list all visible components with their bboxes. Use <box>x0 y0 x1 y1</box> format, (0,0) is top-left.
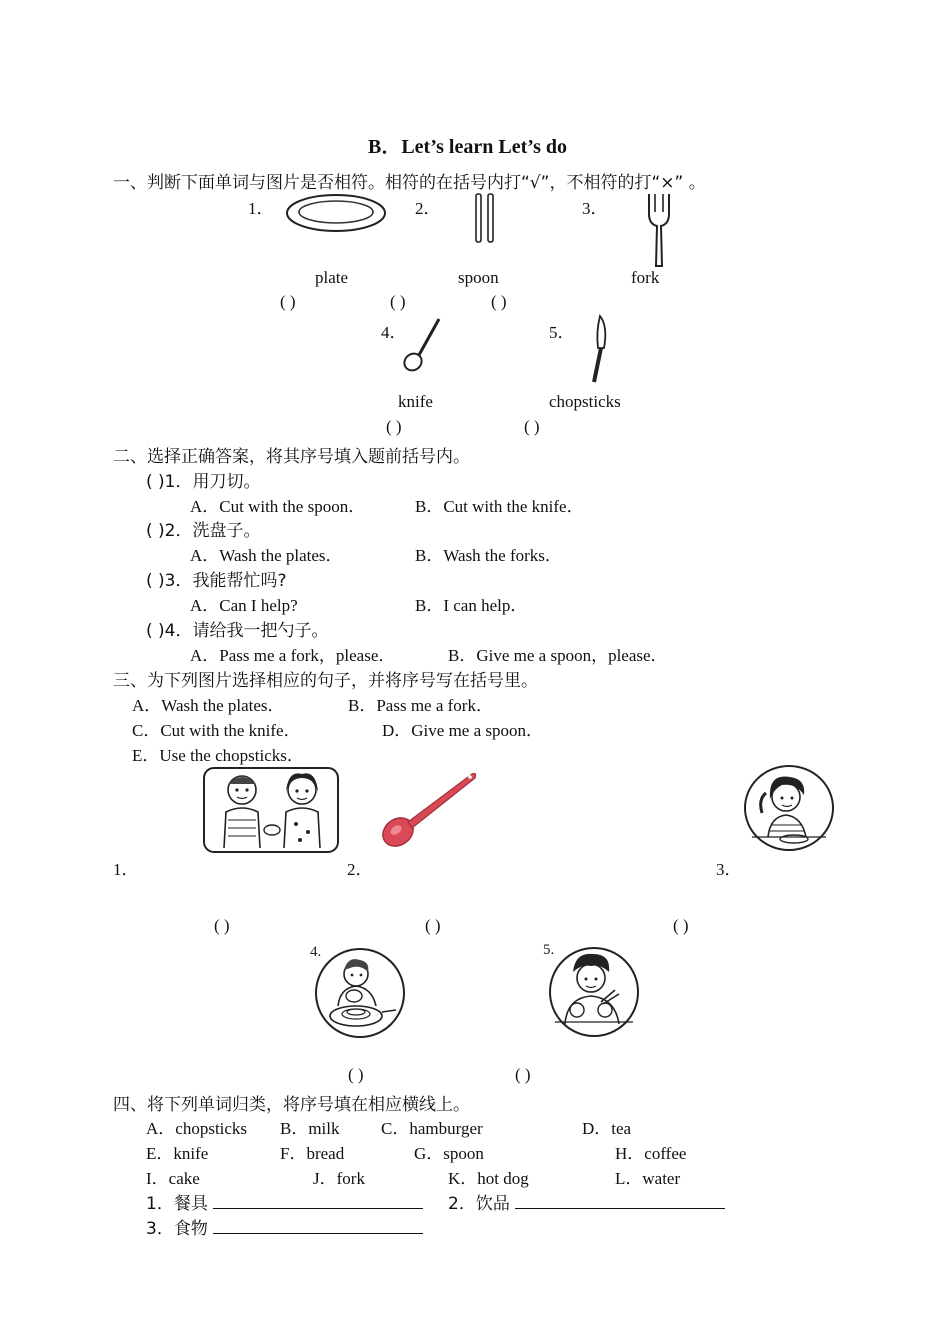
drinks-answer-line[interactable] <box>515 1193 725 1209</box>
tableware-answer-line[interactable] <box>213 1193 423 1209</box>
s3-option-e: E．Use the chopsticks． <box>132 746 304 765</box>
pic5-label: 5. <box>543 942 555 958</box>
q4-option-b: B．Give me a spoon，please． <box>448 646 668 665</box>
word-c: C．hamburger <box>381 1119 483 1138</box>
word-i: I．cake <box>146 1169 200 1188</box>
word-d: D．tea <box>582 1119 632 1138</box>
pic3-paren[interactable]: ( ) <box>673 916 689 935</box>
item4-number: 4． <box>381 323 407 342</box>
q1-option-a: A．Cut with the spoon． <box>190 497 366 516</box>
item5-number: 5． <box>549 323 575 342</box>
word-h: H．coffee <box>615 1144 687 1163</box>
item5-word: chopsticks <box>549 392 621 411</box>
item1-word: plate <box>315 268 349 287</box>
item1-paren[interactable]: ( ) <box>280 292 296 311</box>
q1-text[interactable]: ( )1．用刀切。 <box>146 472 261 492</box>
category-tableware <box>146 1189 423 1214</box>
knife-icon <box>584 314 614 384</box>
section4-heading: 四、将下列单词归类，将序号填在相应横线上。 <box>113 1095 470 1115</box>
food-answer-line[interactable] <box>213 1218 423 1234</box>
q3-option-b: B．I can help． <box>415 596 528 615</box>
word-g: G．spoon <box>414 1144 484 1163</box>
q3-option-a: A．Can I help? <box>190 596 298 615</box>
item2-number: 2． <box>415 199 441 218</box>
word-e: E．knife <box>146 1144 209 1163</box>
item4-word: knife <box>398 392 433 411</box>
section3-heading: 三、为下列图片选择相应的句子，并将序号写在括号里。 <box>113 671 538 691</box>
girl-eating-icon <box>742 763 836 853</box>
q2-option-a: A．Wash the plates． <box>190 546 343 565</box>
item3-number: 3． <box>582 199 608 218</box>
pic4-label: 4. <box>310 944 322 960</box>
category-food-label: 3．食物 <box>146 1219 208 1239</box>
pic1-number: 1． <box>113 860 139 879</box>
q3-text[interactable]: ( )3．我能帮忙吗? <box>146 571 287 591</box>
fork-icon <box>644 192 674 270</box>
category-drinks-label: 2．饮品 <box>448 1194 510 1214</box>
pic5-paren[interactable]: ( ) <box>515 1065 531 1084</box>
q2-text[interactable]: ( )2．洗盘子。 <box>146 521 261 541</box>
page-title: B．Let’s learn Let’s do <box>368 136 568 158</box>
pic2-number: 2． <box>347 860 373 879</box>
item1-number: 1． <box>248 199 274 218</box>
plate-icon <box>284 192 388 236</box>
chopsticks-icon <box>470 192 500 244</box>
pic2-paren[interactable]: ( ) <box>425 916 441 935</box>
s3-option-d: D．Give me a spoon． <box>382 721 544 740</box>
item2-word: spoon <box>458 268 499 287</box>
s3-option-b: B．Pass me a fork． <box>348 696 493 715</box>
item4-paren[interactable]: ( ) <box>386 417 402 436</box>
pic3-number: 3． <box>716 860 742 879</box>
category-food <box>146 1214 423 1239</box>
item3-word: fork <box>631 268 660 287</box>
boy-using-chopsticks-icon <box>541 938 641 1038</box>
two-children-eating-icon <box>202 766 340 854</box>
item3-paren[interactable]: ( ) <box>491 292 507 311</box>
word-j: J．fork <box>313 1169 365 1188</box>
boy-washing-plates-icon <box>308 940 408 1040</box>
q1-option-b: B．Cut with the knife． <box>415 497 584 516</box>
q4-option-a: A．Pass me a fork，please． <box>190 646 396 665</box>
word-f: F．bread <box>280 1144 345 1163</box>
s3-option-c: C．Cut with the knife． <box>132 721 301 740</box>
q4-text[interactable]: ( )4．请给我一把勺子。 <box>146 621 329 641</box>
pic4-paren[interactable]: ( ) <box>348 1065 364 1084</box>
word-a: A．chopsticks <box>146 1119 248 1138</box>
red-spoon-icon <box>380 768 480 852</box>
s3-option-a: A．Wash the plates． <box>132 696 285 715</box>
pic1-paren[interactable]: ( ) <box>214 916 230 935</box>
section2-heading: 二、选择正确答案，将其序号填入题前括号内。 <box>113 447 470 467</box>
item2-paren[interactable]: ( ) <box>390 292 406 311</box>
item5-paren[interactable]: ( ) <box>524 417 540 436</box>
category-tableware-label: 1．餐具 <box>146 1194 208 1214</box>
word-l: L．water <box>615 1169 681 1188</box>
spoon-icon <box>400 315 446 375</box>
q2-option-b: B．Wash the forks． <box>415 546 562 565</box>
category-drinks <box>448 1189 725 1214</box>
word-k: K．hot dog <box>448 1169 529 1188</box>
word-b: B．milk <box>280 1119 340 1138</box>
section1-heading: 一、判断下面单词与图片是否相符。相符的在括号内打“√”，不相符的打“×” 。 <box>113 173 706 193</box>
